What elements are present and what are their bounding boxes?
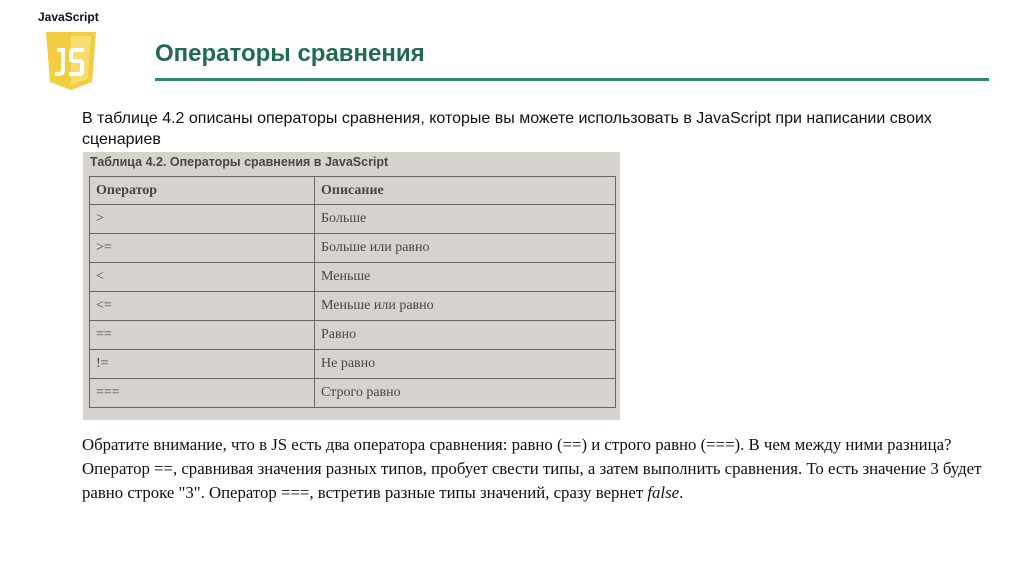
operator-cell: == [90,321,315,350]
table-row [90,379,616,408]
slide-title: Операторы сравнения [155,40,425,67]
description-cell: Больше или равно [315,234,616,263]
intro-paragraph: В таблице 4.2 описаны операторы сравнения, которые вы можете использовать в JavaScript при написании своих сценариев [82,110,932,148]
table-header-row [90,177,616,205]
description-cell: Меньше или равно [315,292,616,321]
table-scan-image [83,152,620,420]
description-cell: Равно [315,321,616,350]
operator-cell: != [90,350,315,379]
comparison-table [89,176,616,408]
description-cell: Больше [315,205,616,234]
table-caption: Таблица 4.2. Операторы сравнения в JavaScript [90,155,389,169]
note-paragraph [82,433,982,505]
operator-cell: >= [90,234,315,263]
operator-cell: === [90,379,315,408]
description-cell: Не равно [315,350,616,379]
note-text: Обратите внимание, что в JS есть два оператора сравнения: равно (==) и строго равно (===). В чем между ними разница? Оператор ==, сравнивая значения разных типов, пробует свести типы, а затем выполнить сравнения. То есть значение 3 будет равно строке "3". Оператор ===, встретив разные типы значений, сразу вернет [82,435,982,502]
description-cell: Строго равно [315,379,616,408]
header-description: Описание [315,177,616,205]
operator-cell: < [90,263,315,292]
table-row [90,292,616,321]
table-row [90,321,616,350]
operator-cell: > [90,205,315,234]
js-shield-icon [44,30,98,92]
header-operator: Оператор [90,177,315,205]
table-row [90,350,616,379]
note-emphasis: false [647,483,680,502]
note-end: . [679,483,684,502]
table-row [90,234,616,263]
title-divider [155,78,989,81]
description-cell: Меньше [315,263,616,292]
table-row [90,263,616,292]
operator-cell: <= [90,292,315,321]
table-row [90,205,616,234]
logo-label: JavaScript [38,10,99,24]
